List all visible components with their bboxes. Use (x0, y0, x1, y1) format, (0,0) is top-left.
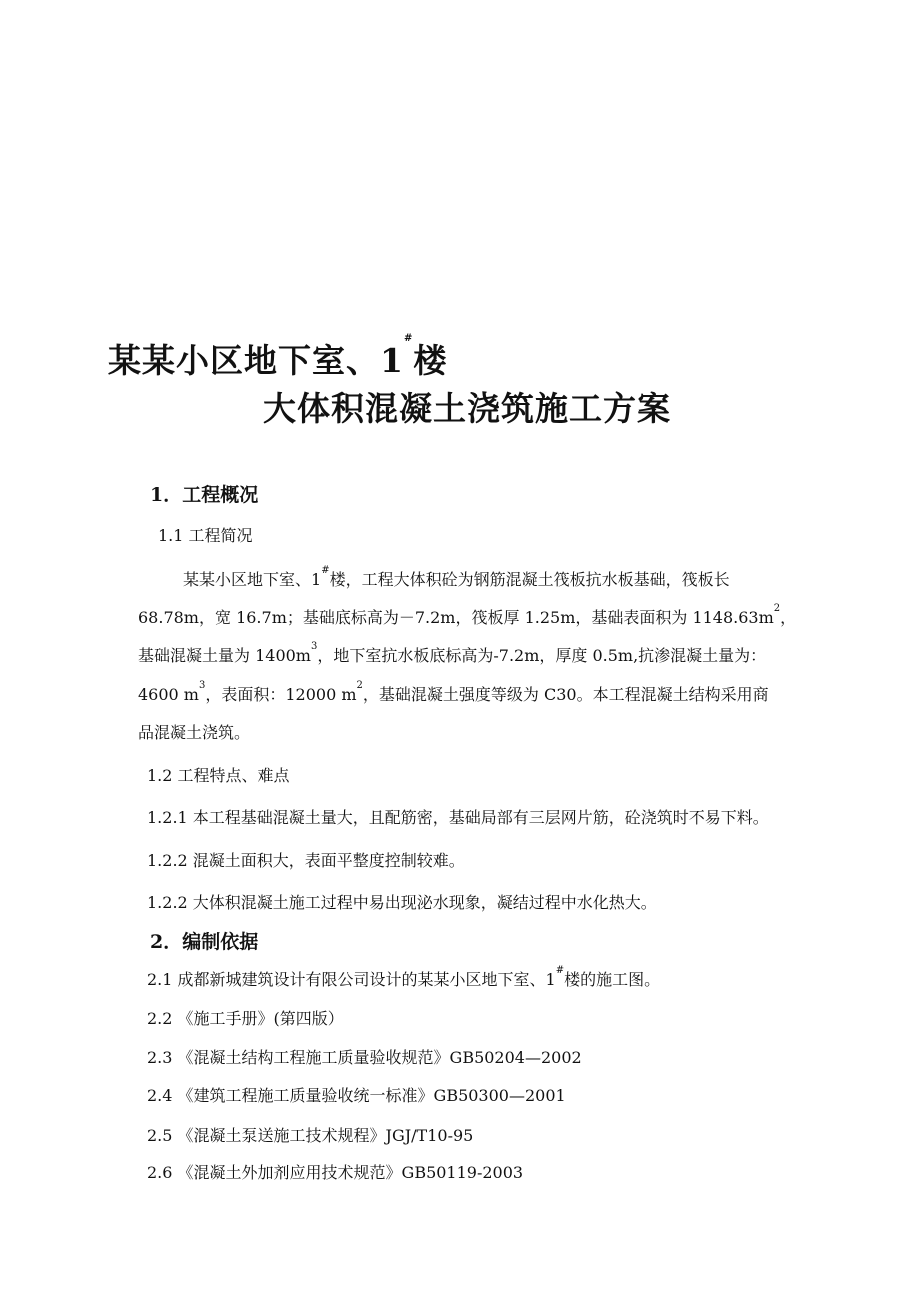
reference-2-2: 2.2 《施工手册》(第四版） (147, 1009, 344, 1028)
section-1-1-heading: 1.1 工程简况 (158, 526, 253, 545)
document-title-line1 (108, 335, 447, 382)
para-text: 楼，工程大体积砼为钢筋混凝土筏板抗水板基础，筏板长 (329, 570, 730, 589)
para-text: ， (780, 608, 797, 627)
para-text: 某某小区地下室、1 (183, 570, 322, 589)
section-1-heading: 1．工程概况 (150, 484, 259, 506)
para-text: 68.78m，宽 16.7m；基础底标高为－7.2m，筏板厚 1.25m，基础表面积为 1148.63m (138, 608, 774, 627)
section-2-heading: 2．编制依据 (150, 931, 259, 953)
para-sup: 2 (356, 680, 363, 691)
para-text: ，表面积：12000 m (205, 685, 357, 704)
para-text: 基础混凝土量为 1400m (138, 646, 311, 665)
reference-2-1 (147, 967, 660, 990)
para-sup: 2 (773, 603, 781, 614)
para-sup: 3 (198, 680, 206, 691)
para-text: 4600 m (138, 685, 199, 704)
ref-text: 2.1 成都新城建筑设计有限公司设计的某某小区地下室、1 (147, 970, 556, 989)
document-title-line2: 大体积混凝土浇筑施工方案 (263, 389, 671, 428)
ref-sup: # (555, 965, 565, 976)
para-sup: # (321, 565, 330, 576)
reference-2-6: 2.6 《混凝土外加剂应用技术规范》GB50119-2003 (147, 1163, 524, 1182)
para-text: ，地下室抗水板底标高为-7.2m，厚度 0.5m,抗渗混凝土量为： (317, 646, 767, 665)
reference-2-3: 2.3 《混凝土结构工程施工质量验收规范》GB50204—2002 (147, 1048, 582, 1067)
title-text: 某某小区地下室、1 (108, 341, 404, 380)
paragraph-line-4 (138, 682, 769, 705)
ref-text: 楼的施工图。 (564, 970, 661, 989)
item-1-2-2a: 1.2.2 混凝土面积大，表面平整度控制较难。 (147, 851, 465, 870)
para-text: ，基础混凝土强度等级为 C30。本工程混凝土结构采用商 (362, 685, 769, 704)
paragraph-line-5: 品混凝土浇筑。 (138, 723, 251, 742)
item-1-2-2b: 1.2.2 大体积混凝土施工过程中易出现泌水现象，凝结过程中水化热大。 (147, 893, 657, 912)
title-text-end: 楼 (413, 341, 448, 380)
reference-2-4: 2.4 《建筑工程施工质量验收统一标准》GB50300—2001 (147, 1086, 566, 1105)
paragraph-line-2 (138, 605, 796, 628)
paragraph-line-1 (183, 567, 730, 590)
reference-2-5: 2.5 《混凝土泵送施工技术规程》JGJ/T10-95 (147, 1126, 474, 1145)
title-superscript: # (403, 333, 414, 344)
para-sup: 3 (310, 641, 318, 652)
item-1-2-1: 1.2.1 本工程基础混凝土量大，且配筋密，基础局部有三层网片筋，砼浇筑时不易下料。 (147, 808, 769, 827)
section-1-2-heading: 1.2 工程特点、难点 (147, 766, 290, 785)
paragraph-line-3 (138, 643, 766, 666)
